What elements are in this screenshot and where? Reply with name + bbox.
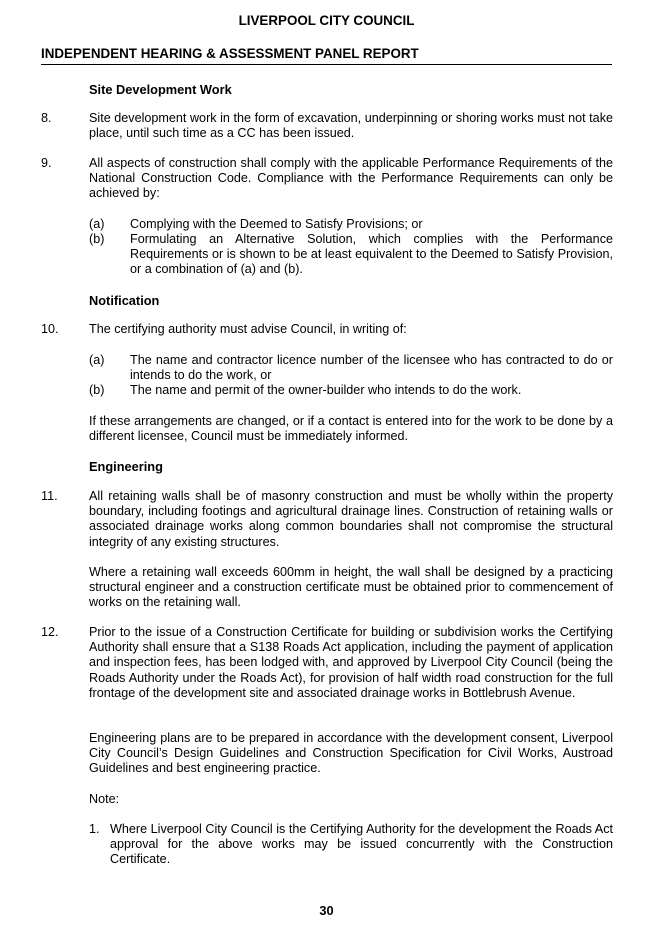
condition-10-b-text: The name and permit of the owner-builder who intends to do the work.: [130, 383, 522, 397]
report-title: INDEPENDENT HEARING & ASSESSMENT PANEL REPORT: [41, 46, 419, 61]
condition-10-b-label: (b): [89, 383, 105, 397]
note-1-number: 1.: [89, 822, 100, 836]
condition-10-a-label: (a): [89, 353, 105, 367]
condition-10-number: 10.: [41, 322, 59, 336]
condition-9-text: All aspects of construction shall comply with the applicable Performance Requirements of the National Construction Code. Compliance with the Performance Requirements can only be achieved by:: [89, 156, 613, 201]
condition-9-b-label: (b): [89, 232, 105, 246]
heading-site-development: Site Development Work: [89, 82, 232, 97]
condition-8-number: 8.: [41, 111, 52, 125]
heading-notification: Notification: [89, 293, 160, 308]
header-rule: [41, 64, 612, 65]
condition-9-number: 9.: [41, 156, 52, 170]
condition-10-a-text: The name and contractor licence number of the licensee who has contracted to do or intends to do the work, or: [130, 353, 613, 383]
condition-9-a-label: (a): [89, 217, 105, 231]
condition-10-text: The certifying authority must advise Council, in writing of:: [89, 322, 407, 336]
condition-11-text: All retaining walls shall be of masonry construction and must be wholly within the property boundary, including footings and agricultural drainage lines. Construction of retaining walls or associated drainage works along common boundaries shall not compromise the structural integrity of any existing structures.: [89, 489, 613, 549]
condition-9-a-text: Complying with the Deemed to Satisfy Provisions; or: [130, 217, 423, 231]
condition-8-text: Site development work in the form of excavation, underpinning or shoring works must not take place, until such time as a CC has been issued.: [89, 111, 613, 141]
page-number: 30: [319, 903, 334, 918]
condition-11-number: 11.: [41, 489, 58, 503]
condition-11-para2: Where a retaining wall exceeds 600mm in height, the wall shall be designed by a practicing structural engineer and a construction certificate must be obtained prior to commencement of works on the retaining wall.: [89, 565, 613, 610]
condition-12-number: 12.: [41, 625, 59, 639]
heading-engineering: Engineering: [89, 459, 163, 474]
condition-12-note-label: Note:: [89, 792, 120, 806]
council-title: LIVERPOOL CITY COUNCIL: [238, 13, 415, 28]
condition-10-after: If these arrangements are changed, or if a contact is entered into for the work to be done by a different licensee, Council must be immediately informed.: [89, 414, 613, 444]
note-1-text: Where Liverpool City Council is the Certifying Authority for the development the Roads Act approval for the above works may be issued concurrently with the Construction Certificate.: [110, 822, 613, 867]
condition-12-para2: Engineering plans are to be prepared in accordance with the development consent, Liverpool City Council’s Design Guidelines and Construction Specification for Civil Works, Austroad Guidelines and best engineering practice.: [89, 731, 613, 776]
condition-9-b-text: Formulating an Alternative Solution, which complies with the Performance Requirements or is shown to be at least equivalent to the Deemed to Satisfy Provision, or a combination of (a) and (b).: [130, 232, 613, 277]
condition-12-text: Prior to the issue of a Construction Certificate for building or subdivision works the Certifying Authority shall ensure that a S138 Roads Act application, including the payment of application and inspection fees, has been lodged with, and approved by Liverpool City Council (being the Roads Authority under the Roads Act), for provision of half width road construction for the full frontage of the development site and associated drainage works in Bottlebrush Avenue.: [89, 625, 613, 700]
